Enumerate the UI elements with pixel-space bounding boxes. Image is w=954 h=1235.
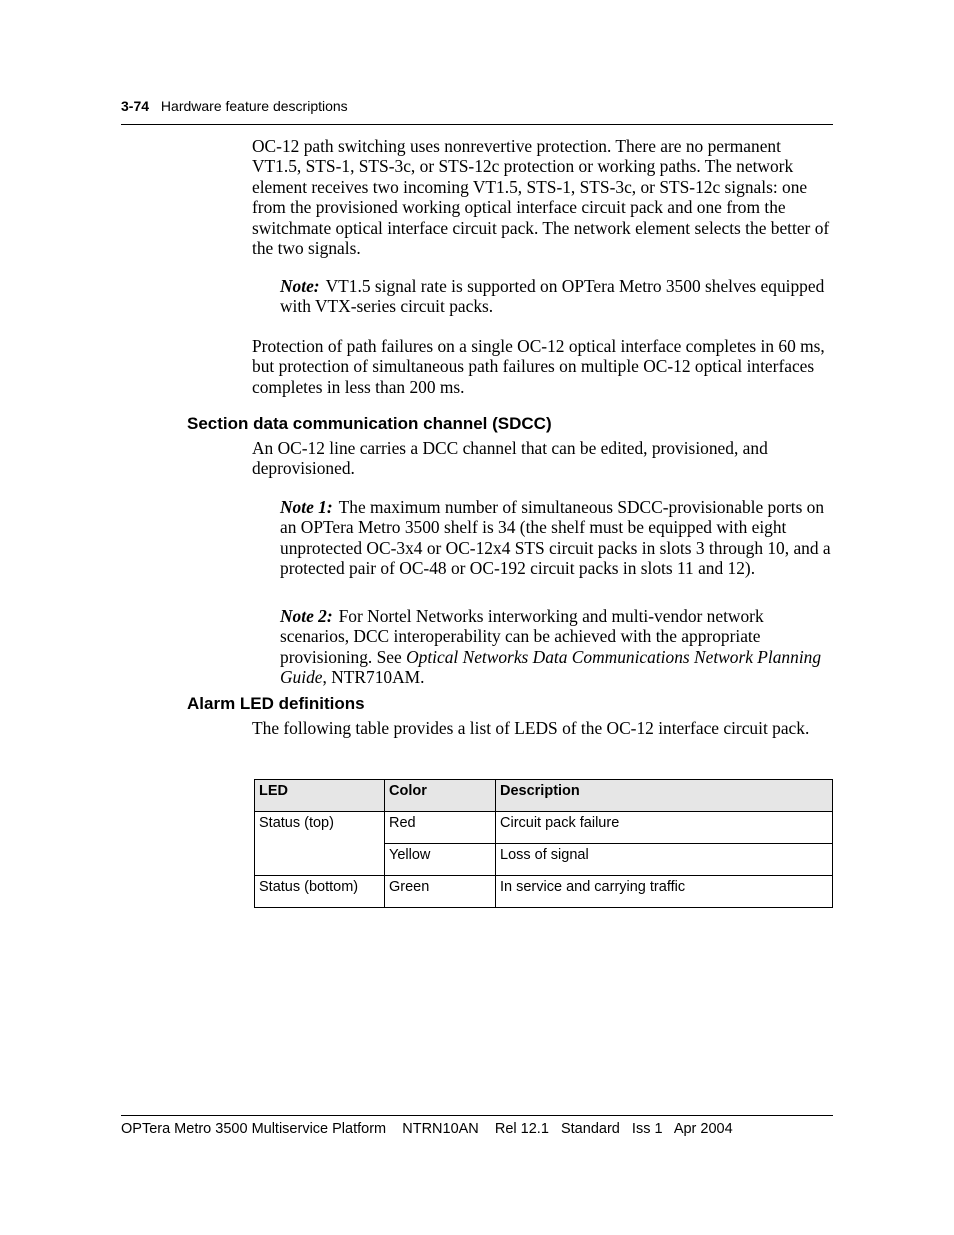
table-row [255, 876, 833, 908]
table-cell-led: Status (bottom) [255, 876, 385, 908]
table-header-row [255, 780, 833, 812]
paragraph-alarm-intro: The following table provides a list of LEDS of the OC-12 interface circuit pack. [252, 718, 810, 738]
note-2-text: For Nortel Networks interworking and multi-vendor network scenarios, DCC interoperability can be achieved with the appropriate provisioning. See [280, 606, 764, 667]
note-text: VT1.5 signal rate is supported on OPTera Metro 3500 shelves equipped with VTX-series circuit packs. [280, 276, 825, 317]
table-cell-description: Circuit pack failure [496, 812, 833, 844]
page-footer: OPTera Metro 3500 Multiservice Platform NTRN10AN Rel 12.1 Standard Iss 1 Apr 2004 [121, 1115, 833, 1137]
note-1 [280, 497, 832, 579]
led-table [254, 779, 833, 908]
section-title: Hardware feature descriptions [160, 98, 348, 114]
column-header-description: Description [496, 780, 833, 812]
table-cell-color: Yellow [385, 844, 496, 876]
table-cell-led: Status (top) [255, 812, 385, 876]
table-cell-description: Loss of signal [496, 844, 833, 876]
reference-link: Optical Networks Data Communications Network Planning Guide [280, 646, 822, 688]
heading-alarm-led: Alarm LED definitions [187, 694, 365, 713]
table-cell-color: Red [385, 812, 496, 844]
note-2 [280, 606, 832, 688]
paragraph-sdcc-intro: An OC-12 line carries a DCC channel that can be edited, provisioned, and deprovisioned. [252, 438, 768, 479]
heading-sdcc: Section data communication channel (SDCC) [187, 414, 552, 433]
column-header-color: Color [385, 780, 496, 812]
table-cell-color: Green [385, 876, 496, 908]
note-1-label: Note 1: [280, 497, 333, 517]
note-2-label: Note 2: [280, 606, 333, 626]
page-number: 3-74 [121, 98, 150, 114]
note-vt15 [280, 276, 832, 317]
note-label: Note: [280, 276, 320, 296]
paragraph-path-switching: OC-12 path switching uses nonrevertive protection. There are no permanent VT1.5, STS-1, STS-3c, or STS-12c protection or working paths. The network element receives two incoming VT1.5, STS-1, STS-3c, or STS-12c signals: one from the provisioned working optical interface circuit pack and one from the switchmate optical interface circuit pack. The network element selects the better of the two signals. [252, 136, 830, 259]
table-cell-description: In service and carrying traffic [496, 876, 833, 908]
note-1-text: The maximum number of simultaneous SDCC-provisionable ports on an OPTera Metro 3500 shelf is 34 (the shelf must be equipped with eight unprotected OC-3x4 or OC-12x4 STS circuit packs in slots 3 through 10, and a protected pair of OC-48 or OC-192 circuit packs in slots 11 and 12). [280, 497, 831, 579]
page-header [121, 98, 833, 125]
note-2-text-end: , NTR710AM. [322, 667, 425, 688]
paragraph-protection: Protection of path failures on a single OC-12 optical interface completes in 60 ms, but protection of simultaneous path failures on multiple OC-12 optical interfaces completes in less than 200 ms. [252, 336, 825, 397]
column-header-led: LED [255, 780, 385, 812]
table-row [255, 812, 833, 844]
